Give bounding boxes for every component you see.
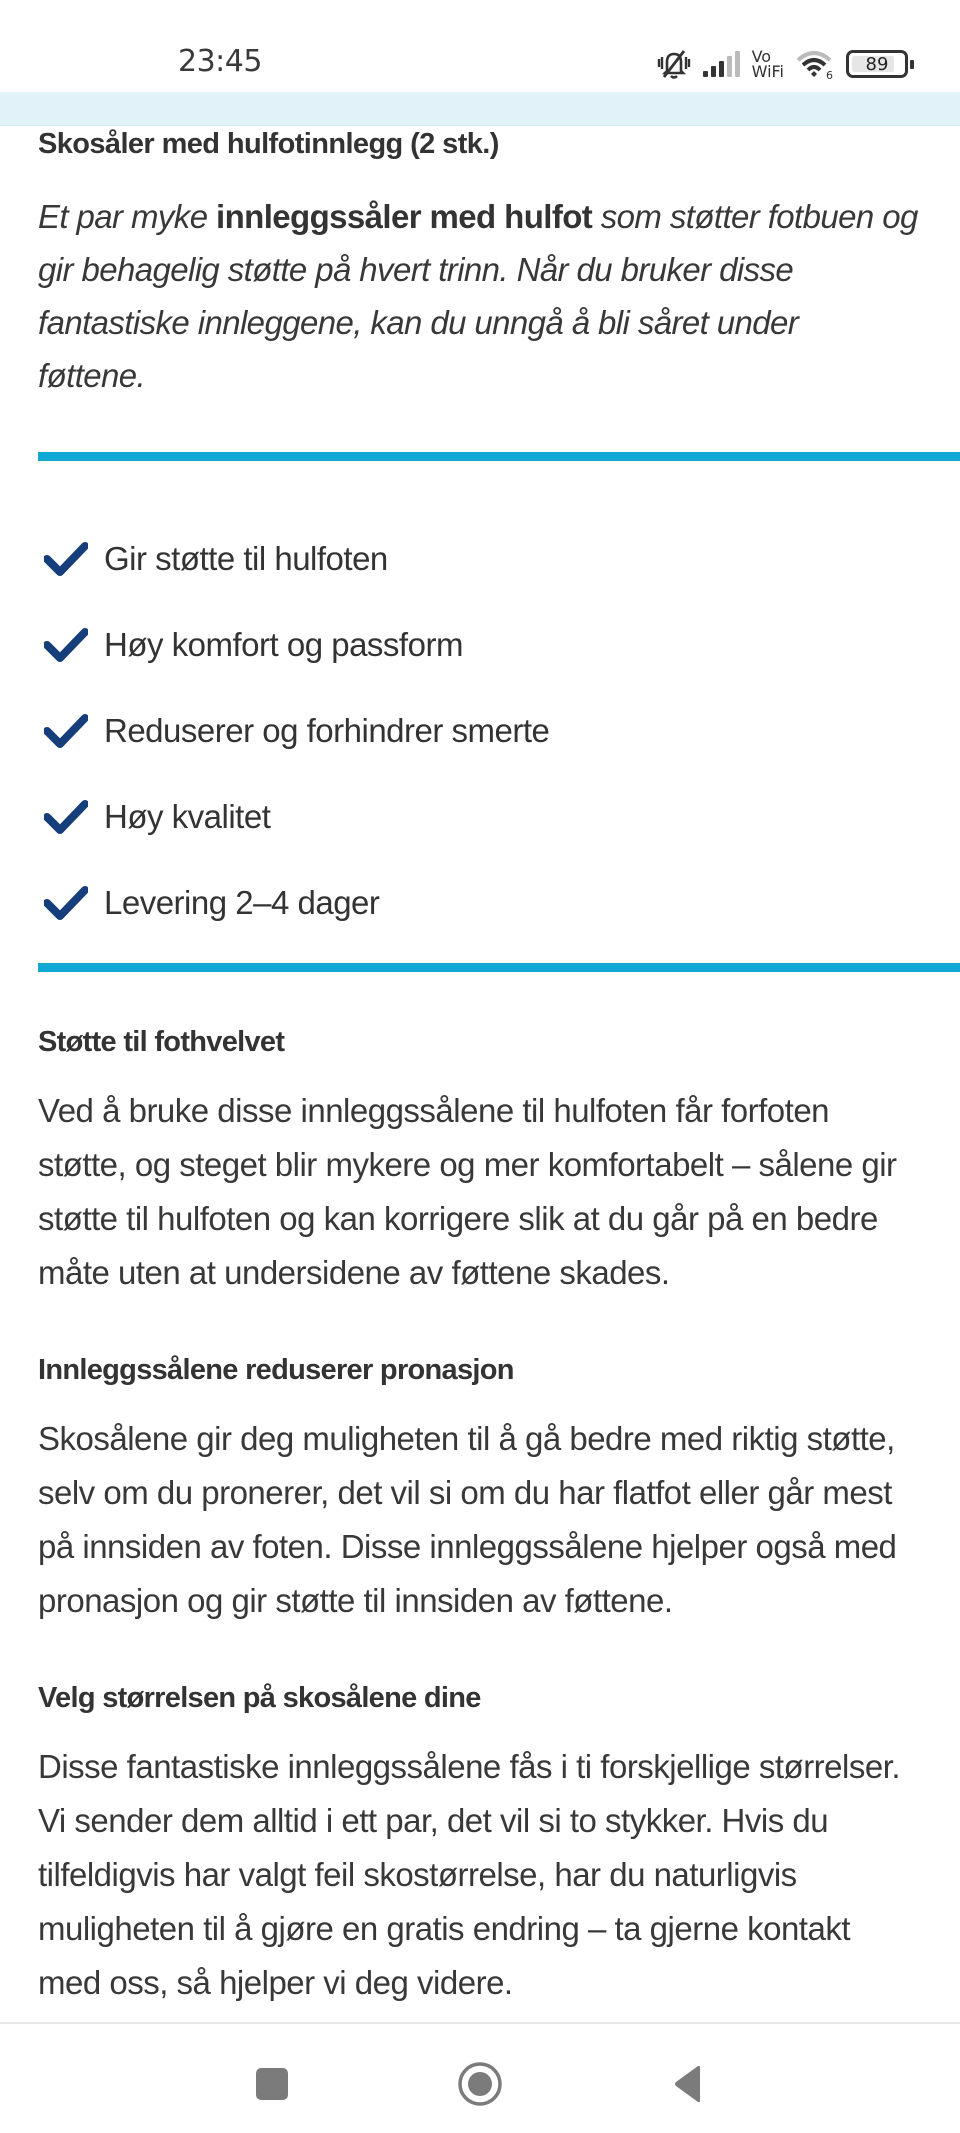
vowifi-icon: Vo WiFi [751,47,784,81]
intro-bold-keyword: innleggssåler med hulfot [216,198,593,235]
section-body: Ved å bruke disse innleggssålene til hulfoten får forfoten støtte, og steget blir mykere og mer komfortabelt – sålene gir støtte til hulfoten og kan korrigere slik at du går på en bedre måte uten at undersidene av føttene skades. [38,1092,897,1291]
status-bar [0,0,960,92]
section-heading: Velg størrelsen på skosålene dine [38,1682,481,1714]
check-icon [44,626,88,664]
system-nav-bar [0,2022,960,2133]
check-icon [44,884,88,922]
status-time: 23:45 [178,44,262,79]
check-icon [44,540,88,578]
section-body: Skosålene gir deg muligheten til å gå bedre med riktig støtte, selv om du pronerer, det vil si om du har flatfot eller går mest på innsiden av foten. Disse innleggssålene hjelper også med pronasjon og gir støtte til innsiden av føttene. [38,1420,897,1619]
section-arch-support [38,1024,960,1300]
svg-text:6: 6 [826,69,833,80]
section-body: Disse fantastiske innleggssålene fås i ti forskjellige størrelser. Vi sender dem alltid i ett par, det vil si to stykker. Hvis du tilfeldigvis har valgt feil skostørrelse, har du naturligvis muligheten til å gjøre en gratis endring – ta gjerne kontakt med oss, så hjelper vi deg videre. [38,1748,901,2001]
feature-item: Gir støtte til hulfoten [38,516,549,602]
back-button[interactable] [658,2054,718,2114]
section-pronation [38,1352,960,1628]
section-heading: Innleggssålene reduserer pronasjon [38,1354,514,1386]
home-icon [456,2060,504,2108]
feature-item: Høy kvalitet [38,774,549,860]
product-title: Skosåler med hulfotinnlegg (2 stk.) [38,128,499,160]
wifi-6-icon [794,48,836,80]
status-icons [656,44,908,84]
bell-muted-icon [656,47,692,81]
feature-list [38,516,549,946]
check-icon [44,712,88,750]
divider-bottom [38,963,960,972]
battery-percent: 89 [865,53,889,75]
home-button[interactable] [450,2054,510,2114]
feature-item: Høy komfort og passform [38,602,549,688]
section-choose-size [38,1680,960,2010]
battery-icon [846,50,908,78]
page-top-band [0,92,960,126]
recents-icon [252,2064,292,2104]
divider-top [38,452,960,461]
signal-icon [702,49,742,79]
feature-item: Reduserer og forhindrer smerte [38,688,549,774]
back-triangle-icon [668,2062,708,2106]
feature-item: Levering 2–4 dager [38,860,549,946]
product-intro: Et par myke innleggssåler med hulfot som støtter fotbuen og gir behagelig støtte på hvert trinn. Når du bruker disse fantastiske innleggene, kan du unngå å bli såret under føttene. [38,198,918,394]
check-icon [44,798,88,836]
recents-button[interactable] [242,2054,302,2114]
section-heading: Støtte til fothvelvet [38,1026,285,1058]
